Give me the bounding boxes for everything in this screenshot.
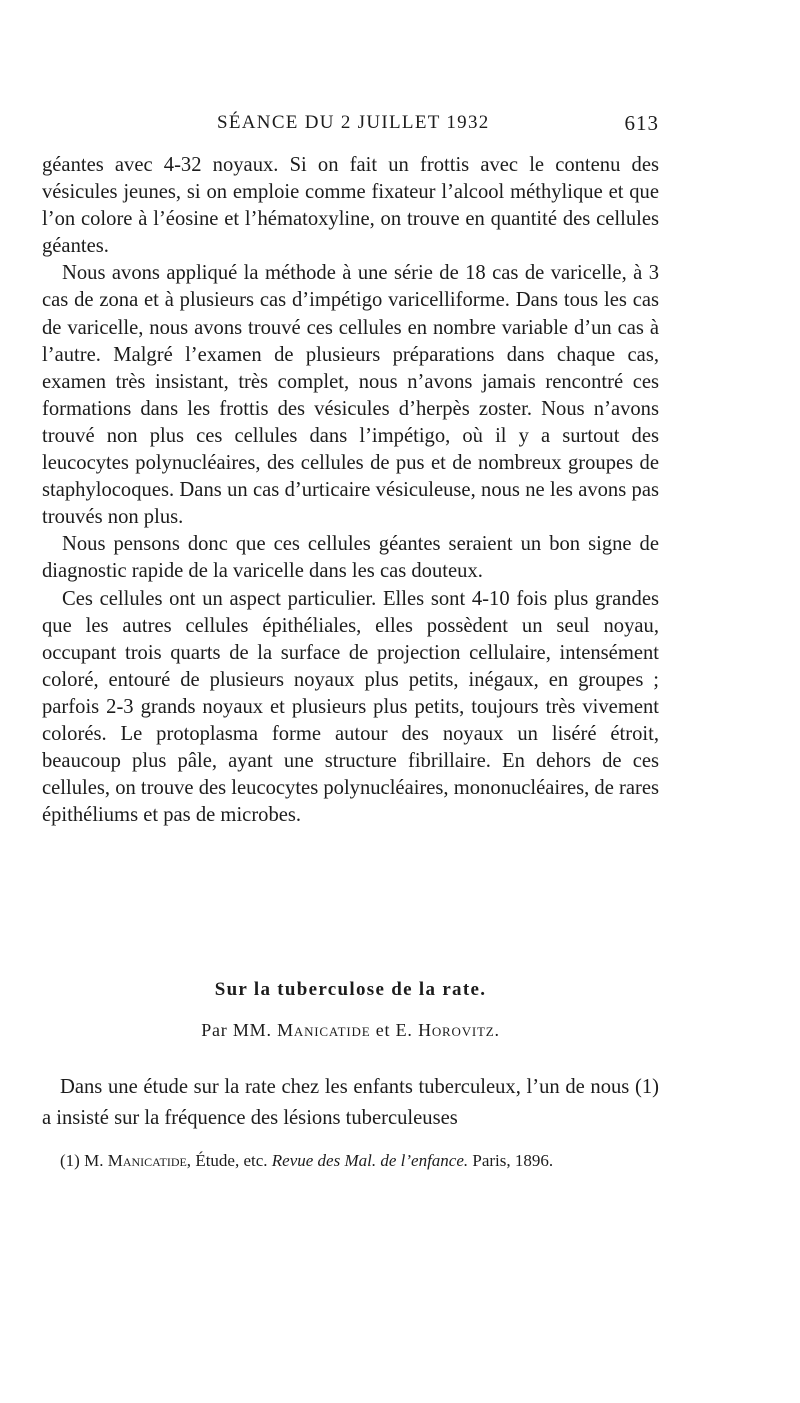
body-text — [42, 152, 659, 829]
footnote-work: Étude, etc. — [195, 1151, 268, 1170]
article-title: Sur la tuberculose de la rate. — [214, 979, 487, 1000]
author-name: Horovitz. — [418, 1020, 500, 1040]
footnote — [42, 1150, 659, 1172]
footnote-marker: (1) M. — [60, 1151, 104, 1170]
paragraph: Dans une étude sur la rate chez les enfants tuberculeux, l’un de nous (1) a insisté sur la fréquence des lésions tuberculeuses — [42, 1076, 659, 1129]
author-name: Manicatide — [277, 1020, 371, 1040]
article-authors — [42, 1020, 659, 1041]
article-text — [42, 1072, 659, 1134]
running-title: SÉANCE DU 2 JUILLET 1932 — [217, 112, 490, 133]
footnote-place-year: Paris, 1896. — [472, 1151, 554, 1170]
footnote-journal: Revue des Mal. de l’enfance. — [271, 1151, 469, 1170]
footnote-author: Manicatide, — [107, 1151, 192, 1170]
page-number: 613 — [624, 111, 659, 135]
paragraph: Nous avons appliqué la méthode à une série de 18 cas de varicelle, à 3 cas de zona et à plusieurs cas d’impétigo varicelliforme. Dans tous les cas de varicelle, nous avons trouvé ces cellules en nombre variable d’un cas à l’autre. Malgré l’examen de plusieurs préparations dans chaque cas, examen très insistant, très complet, nous n’avons jamais rencontré ces formations dans les frottis des vésicules d’herpès zoster. Nous n’avons trouvé non plus ces cellules dans l’impétigo, où il y a surtout des leucocytes polynucléaires, des cellules de pus et de nombreux groupes de staphylocoques. Dans un cas d’urticaire vésiculeuse, nous ne les avons pas trouvés non plus. — [42, 262, 659, 529]
running-head — [42, 110, 659, 140]
paragraph: Ces cellules ont un aspect particulier. Elles sont 4-10 fois plus grandes que les autres cellules épithéliales, elles possèdent un seul noyau, occupant trois quarts de la surface de projection cellulaire, intensément coloré, entouré de plusieurs noyaux plus petits, inégaux, en groupes ; parfois 2-3 grands noyaux et plusieurs plus petits, toujours très vivement colorés. Le protoplasma forme autour des noyaux un liséré étroit, beaucoup plus pâle, ayant une structure fibrillaire. En dehors de ces cellules, on trouve des leucocytes polynucléaires, mononucléaires, de rares épithéliums et pas de microbes. — [42, 587, 660, 827]
paragraph: géantes avec 4-32 noyaux. Si on fait un frottis avec le contenu des vésicules jeunes, si on emploie comme fixateur l’alcool méthylique et que l’on colore à l’éosine et l’hématoxyline, on trouve en quantité des cellules géantes. — [42, 154, 659, 258]
authors-join: et E. — [375, 1020, 413, 1040]
authors-prefix: Par MM. — [201, 1020, 272, 1040]
paragraph: Nous pensons donc que ces cellules géantes seraient un bon signe de diagnostic rapide de la varicelle dans les cas douteux. — [42, 533, 659, 583]
